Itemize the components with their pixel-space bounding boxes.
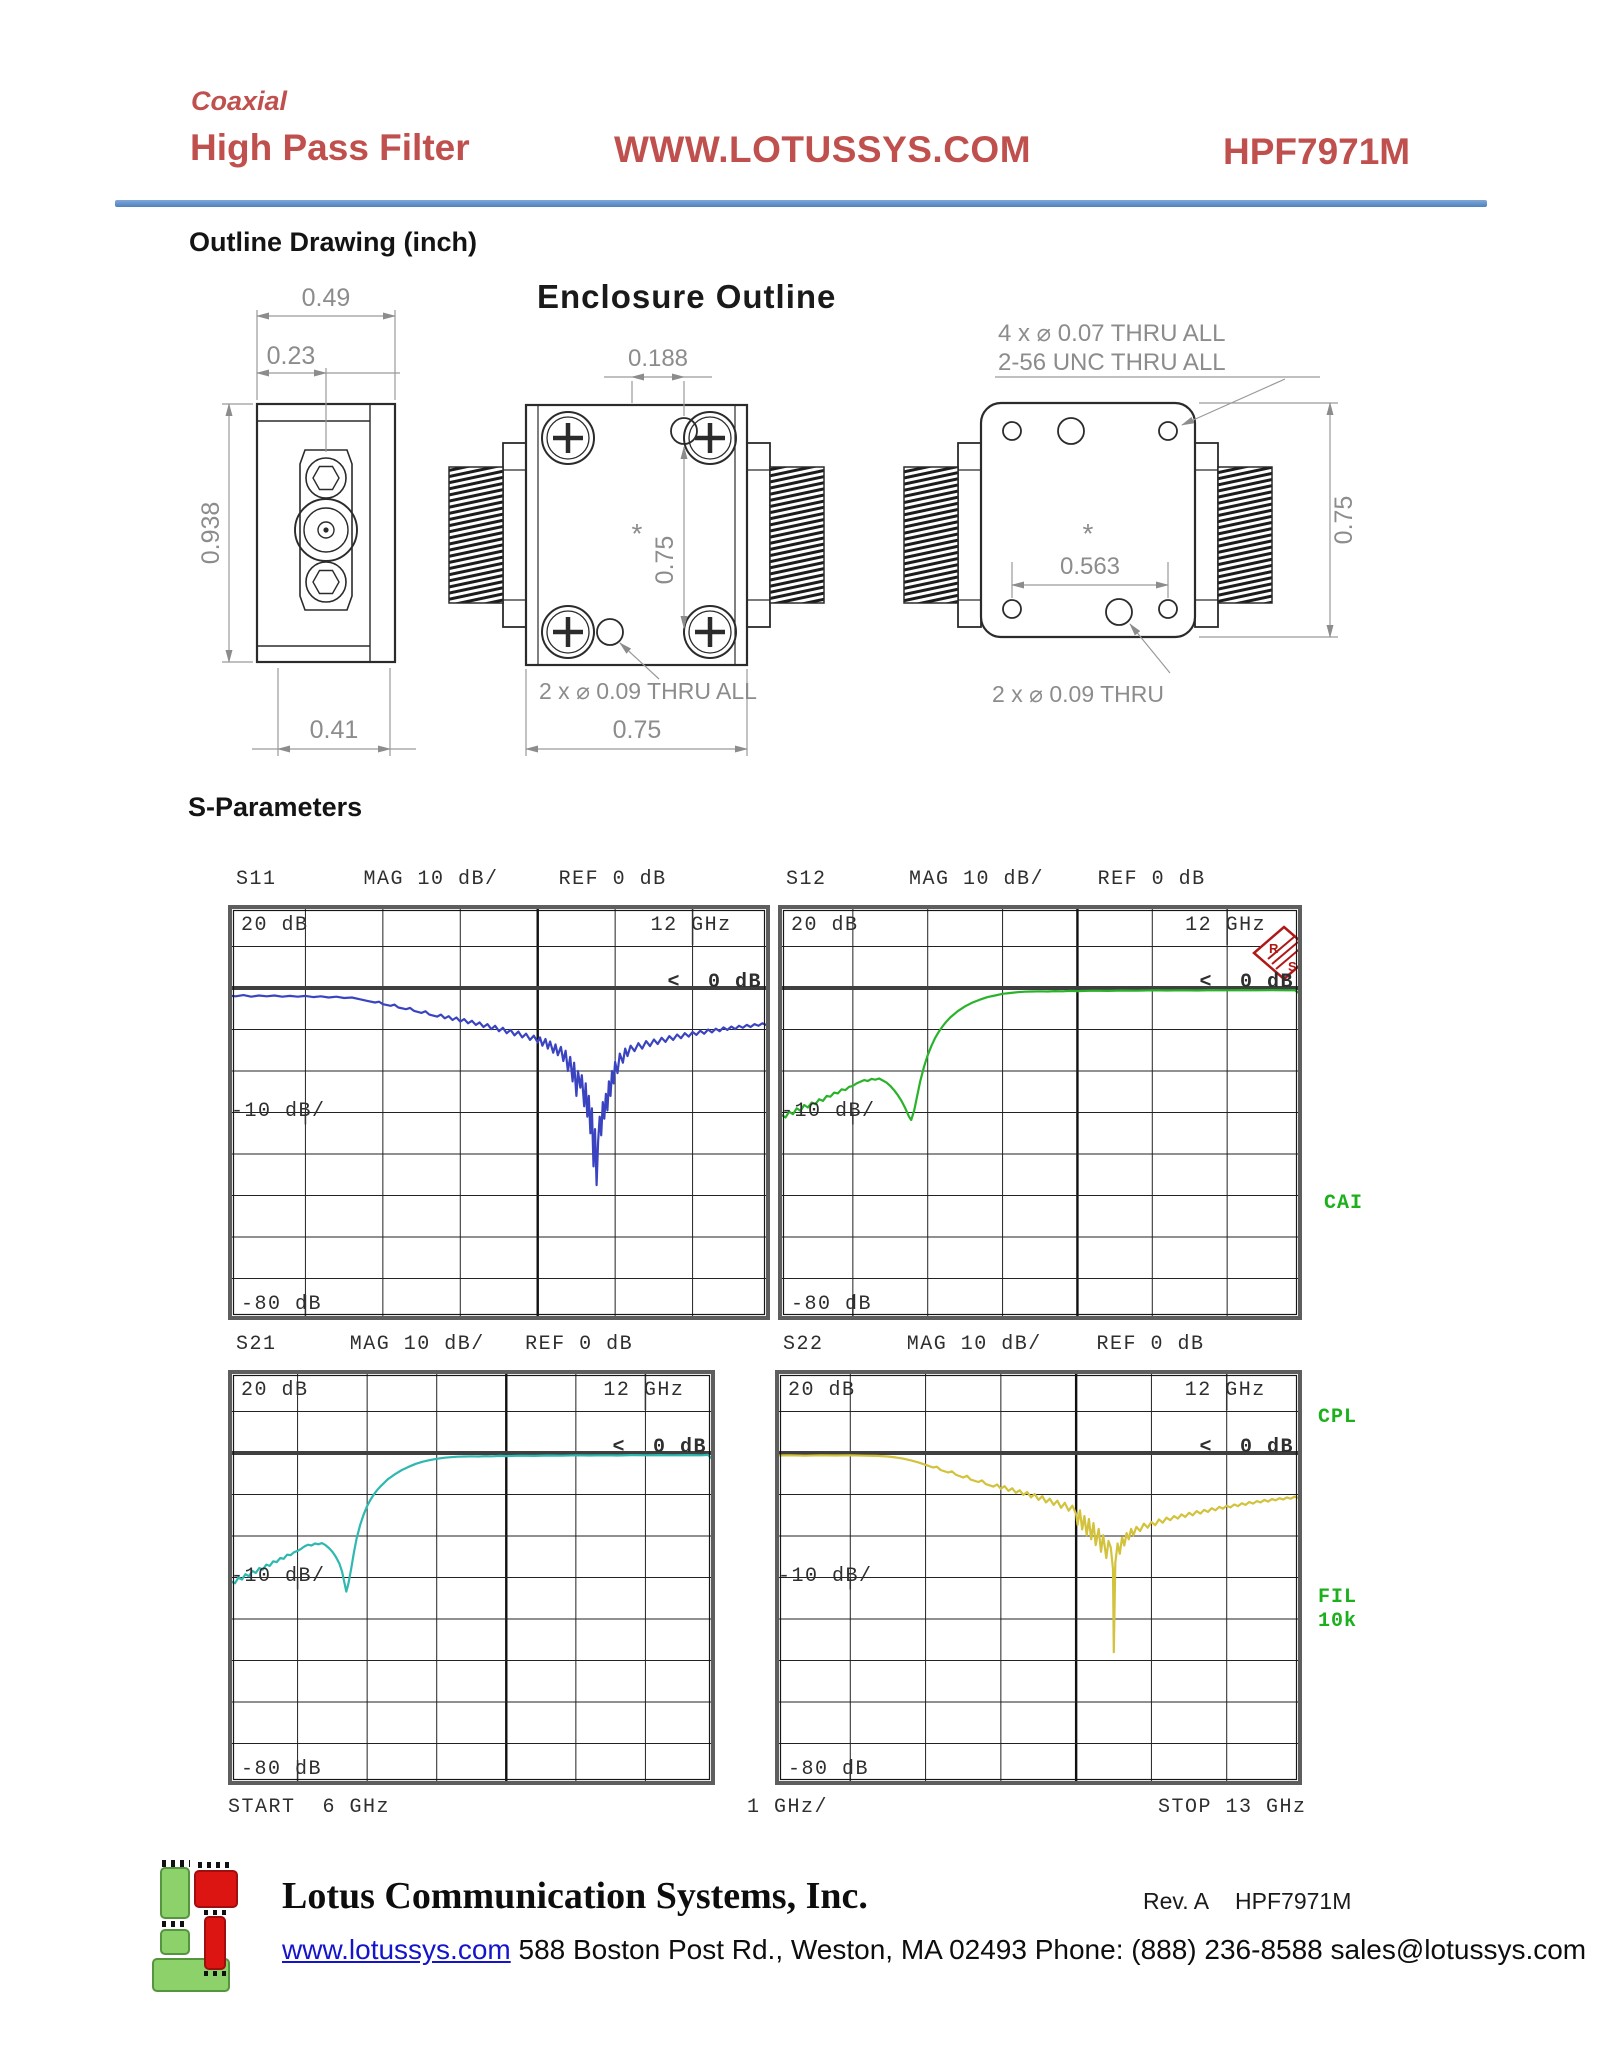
center-mark: *: [631, 518, 643, 549]
chart-s11-name: S11: [236, 868, 277, 891]
svg-text:S: S: [1288, 959, 1297, 974]
chart-s21: [228, 1333, 715, 1785]
chart-s22-name: S22: [783, 1333, 824, 1356]
center-mark-back: *: [1082, 518, 1094, 549]
chart-s11-ref-header: REF 0 dB: [558, 868, 667, 891]
mounting-holes: [1003, 418, 1177, 625]
website-header: WWW.LOTUSSYS.COM: [614, 129, 1032, 170]
axis-perdiv-label: 1 GHz/: [747, 1796, 829, 1819]
label-bottom-db: -80 dB: [241, 1293, 323, 1316]
ref-marker: < 0 dB: [1199, 971, 1294, 994]
end-view-dim-text: [197, 284, 358, 744]
label-bottom-db: -80 dB: [788, 1758, 870, 1781]
chart-s22-scale-header: MAG 10 dB/: [906, 1333, 1042, 1356]
chart-s22: [775, 1333, 1302, 1785]
chart-s12-ref-header: REF 0 dB: [1097, 868, 1206, 891]
svg-text:R: R: [1269, 941, 1279, 956]
dim-right-height-075: 0.75: [1330, 495, 1358, 545]
revision-block: [1143, 1888, 1351, 1915]
ref-marker: < 0 dB: [667, 971, 762, 994]
axis-start-label: START 6 GHz: [228, 1796, 391, 1819]
dim-width-049: 0.49: [301, 284, 351, 312]
chart-s11-scale-header: MAG 10 dB/: [363, 868, 499, 891]
footer-address: 588 Boston Post Rd., Weston, MA 02493 Phone: (888) 236-8588 sales@lotussys.com: [510, 1934, 1587, 1965]
dim-bottom-width-075: 0.75: [612, 716, 662, 744]
label-scale: -10 dB/: [778, 1565, 873, 1588]
axis-stop-label: STOP 13 GHz: [1158, 1796, 1307, 1819]
label-bottom-db: -80 dB: [241, 1758, 323, 1781]
chart-s12-scale-header: MAG 10 dB/: [909, 868, 1045, 891]
label-12ghz: 12 GHz: [650, 914, 732, 937]
header-divider: [115, 200, 1487, 207]
ref-marker: < 0 dB: [612, 1436, 707, 1459]
chart-s22-ref-header: REF 0 dB: [1096, 1333, 1205, 1356]
back-view-dimensions: [995, 377, 1338, 673]
dowel-hole-bottom: [597, 619, 623, 645]
sma-thread-back-left: [904, 467, 958, 603]
chart-s12: [778, 868, 1302, 1320]
chart-s21-name: S21: [236, 1333, 277, 1356]
label-bottom-db: -80 dB: [791, 1293, 873, 1316]
lotus-logo: [148, 1858, 258, 1998]
note-256-unc: 2-56 UNC THRU ALL: [998, 349, 1226, 376]
dim-height-0938: 0.938: [197, 501, 225, 565]
revision-model: HPF7971M: [1235, 1888, 1352, 1914]
label-top-db: 20 dB: [788, 1379, 856, 1402]
sma-thread-right: [770, 467, 824, 603]
front-view-dim-text: [539, 345, 757, 744]
chart-s11: [228, 868, 770, 1320]
end-view-dimensions: [222, 310, 416, 756]
front-view-dimensions: [526, 377, 747, 756]
dim-hole-offset-0188: 0.188: [627, 345, 689, 372]
chart-s21-scale-header: MAG 10 dB/: [349, 1333, 485, 1356]
corner-screws: [542, 412, 736, 658]
website-link[interactable]: www.lotussys.com: [282, 1934, 511, 1965]
note-4x007-thru: 4 x ⌀ 0.07 THRU ALL: [998, 320, 1226, 347]
label-12ghz: 12 GHz: [1185, 914, 1267, 937]
end-view: [257, 404, 395, 662]
enclosure-title: Enclosure Outline: [537, 278, 837, 315]
sma-thread-left: [449, 467, 503, 603]
label-scale: -10 dB/: [231, 1565, 326, 1588]
chart-s21-ref-header: REF 0 dB: [525, 1333, 634, 1356]
dim-width-041: 0.41: [309, 716, 359, 744]
back-view-dim-text: [992, 320, 1358, 707]
note-2x009-thru-all: 2 x ⌀ 0.09 THRU ALL: [539, 678, 757, 704]
label-top-db: 20 dB: [241, 914, 309, 937]
note-2x009-thru: 2 x ⌀ 0.09 THRU: [992, 681, 1164, 707]
status-fil-bw: 10k: [1318, 1610, 1358, 1633]
dim-vert-075: 0.75: [651, 535, 679, 585]
ref-marker: < 0 dB: [1199, 1436, 1294, 1459]
label-scale: -10 dB/: [231, 1100, 326, 1123]
dowel-hole-top: [671, 418, 697, 444]
product-title: High Pass Filter: [190, 127, 470, 168]
status-cpl: CPL: [1318, 1406, 1358, 1429]
company-name: Lotus Communication Systems, Inc.: [282, 1875, 868, 1917]
outline-heading: Outline Drawing (inch): [189, 227, 477, 257]
label-scale: -10 dB/: [781, 1100, 876, 1123]
enclosure-outline-drawing: [0, 0, 1600, 810]
sparams-heading: S-Parameters: [188, 792, 363, 822]
model-number: HPF7971M: [1223, 131, 1411, 172]
footer-contact-line: [282, 1934, 1586, 1966]
status-cal: CAI: [1324, 1192, 1364, 1215]
back-view: [904, 403, 1272, 637]
label-top-db: 20 dB: [241, 1379, 309, 1402]
dim-span-0563: 0.563: [1059, 553, 1121, 580]
status-fil: FIL: [1318, 1586, 1358, 1609]
front-view: [449, 405, 824, 665]
chart-s12-name: S12: [786, 868, 827, 891]
sma-thread-back-right: [1218, 467, 1272, 603]
dim-offset-023: 0.23: [266, 342, 316, 370]
label-12ghz: 12 GHz: [1184, 1379, 1266, 1402]
series-label: Coaxial: [191, 86, 288, 116]
label-top-db: 20 dB: [791, 914, 859, 937]
label-12ghz: 12 GHz: [603, 1379, 685, 1402]
revision-label: Rev. A: [1143, 1888, 1210, 1914]
